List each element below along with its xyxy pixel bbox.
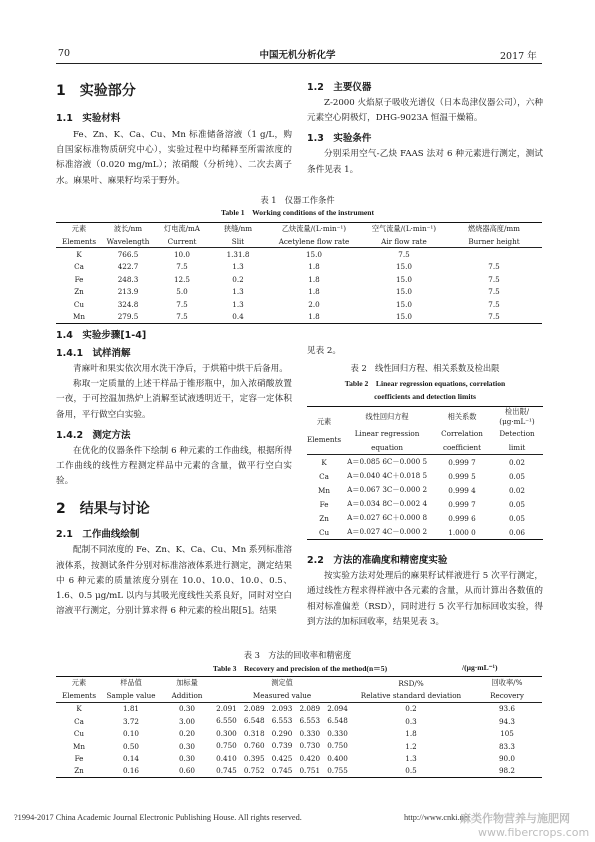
- table1-row: [56, 248, 542, 261]
- table3-unit: /(μg·mL⁻¹): [462, 663, 498, 672]
- table2-header-elements-en: Elements: [307, 435, 342, 445]
- table1-row-cell: 2.0: [308, 299, 320, 309]
- table2-header-detection-label: 检出限/: [505, 407, 529, 417]
- table1-row-cell: 422.7: [117, 262, 139, 272]
- section-1-3-title: 1.3 实验条件: [307, 133, 372, 145]
- table1-row-cell: 7.5: [176, 312, 188, 322]
- table3-row-cell: 0.300 0.318 0.290 0.330 0.330: [216, 728, 348, 738]
- right-column-bottom: [307, 344, 543, 630]
- table1-header-cell: 波长/nm: [113, 224, 143, 233]
- table2-row-cell: 0.999 7: [448, 457, 476, 467]
- watermark-url: www.fibercrops.com: [478, 826, 590, 839]
- table1-row-cell: 7.5: [488, 274, 500, 284]
- table3-row-cell: 83.3: [498, 741, 515, 751]
- table1-header-cn: [56, 223, 542, 236]
- table1-row-cell: Fe: [74, 274, 84, 284]
- table2-header-correlation-en-2: coefficient: [442, 442, 482, 452]
- section-1-4-2-paragraph: 在优化的仪器条件下绘制 6 种元素的工作曲线，根据所得工作曲线的线性方程测定样品中元素的含量，做平行空白实验。: [56, 445, 292, 487]
- section-1-1-text: [56, 128, 292, 189]
- table1-header-cell: Slit: [231, 236, 245, 246]
- table3-row-cell: 0.30: [178, 754, 195, 764]
- section-2-2-title: 2.2 方法的准确度和精密度实验: [307, 555, 448, 567]
- table1-row-cell: 213.9: [117, 287, 139, 297]
- table1-row: [56, 286, 542, 299]
- section-1-1-title: 1.1 实验材料: [56, 113, 121, 124]
- section-1-4-1-text: [56, 362, 292, 423]
- table3-row-cell: 0.3: [405, 716, 417, 726]
- table3-row-cell: 0.30: [178, 704, 195, 714]
- table1-row: [56, 298, 542, 311]
- table3-row: [56, 765, 542, 778]
- table1-header-cell: Burner height: [468, 236, 520, 246]
- table3-row-cell: 3.00: [178, 716, 195, 726]
- table2-header-detection-cn: [491, 407, 543, 427]
- table1-caption-cn: 表 1 仪器工作条件: [260, 195, 335, 205]
- table3-header-cell: 元素: [71, 678, 87, 688]
- table1-row-cell: 1.8: [308, 312, 320, 322]
- table1-row-cell: 5.0: [176, 287, 188, 297]
- table2-caption-en-2: coefficients and detection limits: [374, 392, 476, 402]
- table1-header-cell: Air flow rate: [381, 236, 427, 246]
- table1-header-cell: Current: [167, 236, 197, 246]
- table1-row-cell: 324.8: [117, 299, 139, 309]
- table2-row-cell: 0.05: [508, 513, 525, 523]
- table1-header-cell: 燃烧器高度/mm: [468, 224, 520, 233]
- table1-row: [56, 273, 542, 286]
- section-1-2-title: 1.2 主要仪器: [307, 82, 372, 93]
- right-column-top: [307, 79, 543, 178]
- table2-header-equation-cn: 线性回归方程: [365, 411, 409, 421]
- table3-row-cell: 0.20: [178, 729, 195, 739]
- table2-row-cell: A＝0.034 8C－0.002 4: [347, 499, 428, 509]
- table2-header-detection-unit: (μg·mL⁻¹): [499, 417, 535, 427]
- section-1-title: 1 实验部分: [56, 83, 136, 99]
- table3-row-cell: 1.81: [122, 704, 139, 714]
- table3-header-cell: Recovery: [490, 691, 524, 701]
- table2-row: [307, 455, 543, 470]
- section-2-2-paragraph: 按实验方法对处理后的麻果籽试样液进行 5 次平行测定，通过线性方程求得样液中各元素的含量，从而计算出各数值的相对标准偏差（RSD），同时进行 5 次平行加标回收实验，得到方法的加标回收率，结果见表 3。: [307, 571, 543, 627]
- publication-year: 2017 年: [500, 51, 537, 62]
- section-1-4-2-text: [56, 444, 292, 490]
- section-1-2-text: [307, 96, 543, 126]
- table2-header-detection-en-1: Detection: [499, 428, 535, 438]
- table3-header-cn: [56, 677, 542, 690]
- table3-body: [56, 702, 542, 777]
- table2-header-row-1: [307, 407, 543, 427]
- section-2-1-text: [56, 543, 292, 619]
- table1-row-cell: 7.5: [488, 287, 500, 297]
- table1-header-cell: 灯电流/mA: [164, 224, 200, 233]
- table1-row-cell: 1.3: [232, 262, 244, 272]
- table1-row-cell: 15.0: [305, 249, 322, 259]
- table1-row-cell: 10.0: [173, 249, 190, 259]
- table1-row-cell: 15.0: [395, 312, 412, 322]
- table3-row: [56, 728, 542, 740]
- table2-header-equation-en-1: Linear regression: [354, 428, 420, 438]
- table3-row-cell: 90.0: [498, 754, 515, 764]
- table3-row-cell: 0.10: [122, 729, 139, 739]
- table3-caption-cn: 表 3 方法的回收率和精密度: [243, 650, 352, 660]
- table1-row-cell: 7.5: [176, 299, 188, 309]
- section-1-3-text: [307, 147, 543, 177]
- section-2-1-title: 2.1 工作曲线绘制: [56, 529, 140, 541]
- table3-row-cell: Fe: [74, 754, 84, 764]
- table1-row: [56, 311, 542, 324]
- table3-row-cell: 0.410 0.395 0.425 0.420 0.400: [216, 753, 348, 763]
- section-1-4-1-paragraph-2: 称取一定质量的上述干样品于锥形瓶中，加入浓硝酸放置一夜，于可控温加热炉上消解至试液透明近干，定容一定体积备用，平行做空白实验。: [56, 379, 292, 420]
- table2-row: [307, 469, 543, 483]
- table2-row-cell: 1.000 0: [448, 527, 476, 537]
- table2-header-row-3: [307, 440, 543, 455]
- table1-header-cell: 元素: [71, 224, 87, 233]
- table3-row-cell: 0.50: [122, 741, 139, 751]
- table1-row-cell: 7.5: [398, 249, 410, 259]
- table2-row-cell: A＝0.040 4C＋0.018 5: [347, 471, 428, 481]
- table3-row-cell: Zn: [74, 766, 84, 776]
- table1-header-cell: 乙炔流量/(L·min⁻¹): [281, 224, 347, 233]
- table3-header-cell: Measured value: [252, 691, 312, 701]
- table2-row-cell: Mn: [318, 485, 331, 495]
- table2-row-cell: 0.06: [508, 527, 525, 537]
- table1-row-cell: Zn: [74, 287, 84, 297]
- table3-header-cell: Addition: [171, 691, 203, 701]
- table2-header-detection-en-2: limit: [508, 442, 526, 452]
- table2-row-cell: 0.05: [508, 499, 525, 509]
- table3-row-cell: 1.8: [405, 729, 417, 739]
- table1-row-cell: 7.5: [488, 299, 500, 309]
- table2-header-correlation-cn: 相关系数: [447, 411, 477, 421]
- table2-caption-cn: 表 2 线性回归方程、相关系数及检出限: [350, 363, 500, 374]
- journal-title: 中国无机分析化学: [259, 50, 336, 61]
- table1-body: [56, 248, 542, 324]
- table3-row-cell: 0.60: [178, 766, 195, 776]
- table3-row-cell: 0.14: [122, 754, 139, 764]
- table3-row-cell: 0.16: [122, 766, 139, 776]
- table3-row-cell: 93.6: [498, 704, 515, 714]
- table2-row: [307, 525, 543, 540]
- table2-row: [307, 483, 543, 497]
- table1-header-cell: 空气流量/(L·min⁻¹): [371, 224, 437, 233]
- table1-row-cell: 15.0: [395, 299, 412, 309]
- table3-row-cell: 105: [500, 729, 514, 739]
- table1-header-cell: Acetylene flow rate: [278, 236, 350, 246]
- table2-header-elements: [307, 407, 341, 455]
- table3-header-cell: Relative standard deviation: [360, 691, 462, 701]
- table3-row: [56, 715, 542, 727]
- table1-row-cell: 279.5: [117, 312, 139, 322]
- section-1-4-title: 1.4 实验步骤[1-4]: [56, 330, 147, 341]
- table3-row-cell: 6.550 6.548 6.553 6.553 6.548: [216, 716, 348, 726]
- table3-caption-en: Table 3 Recovery and precision of the method(n＝5): [212, 664, 388, 673]
- table3-row-cell: 1.2: [405, 741, 417, 751]
- table3-header-cell: RSD/%: [398, 678, 424, 688]
- table1-row-cell: 1.8: [308, 274, 320, 284]
- section-2-2-text: [307, 569, 543, 630]
- table3-header-cell: 回收率/%: [491, 678, 523, 688]
- table1-row-cell: 15.0: [395, 287, 412, 297]
- table3: [56, 676, 542, 778]
- table3-row: [56, 702, 542, 715]
- header-rule: [56, 63, 542, 64]
- table2-row: [307, 511, 543, 525]
- table1-header-en: [56, 235, 542, 248]
- table3-row-cell: 94.3: [498, 716, 515, 726]
- table1-row-cell: [446, 248, 542, 261]
- table1-row-cell: 7.5: [488, 262, 500, 272]
- table2-row-cell: K: [321, 457, 327, 467]
- watermark-text: 麻类作物营养与施肥网: [460, 812, 570, 825]
- table3-row: [56, 740, 542, 752]
- table2-body: [307, 455, 543, 540]
- table3-row-cell: 0.2: [405, 704, 417, 714]
- table3-header-cell: Elements: [61, 691, 97, 701]
- table3-row-cell: Ca: [74, 716, 84, 726]
- table2-row-cell: 0.05: [508, 471, 525, 481]
- table2-row-cell: Ca: [319, 471, 329, 481]
- table1-row-cell: 12.5: [173, 274, 190, 284]
- table1-row-cell: 1.3: [232, 299, 244, 309]
- table2-row-cell: 0.999 5: [448, 471, 476, 481]
- left-column-bottom: [56, 327, 292, 619]
- table2-row-cell: A＝0.067 3C－0.000 2: [347, 485, 428, 495]
- table1-row-cell: 248.3: [117, 274, 139, 284]
- table3-row-cell: Cu: [73, 729, 85, 739]
- table2-row-cell: Fe: [319, 499, 329, 509]
- table1-row-cell: 0.4: [232, 312, 244, 322]
- table2-header-equation-en-2: equation: [371, 442, 403, 452]
- table1-row-cell: 7.5: [488, 312, 500, 322]
- table2-row: [307, 497, 543, 511]
- section-1-3-paragraph: 分别采用空气-乙炔 FAAS 法对 6 种元素进行测定，测试条件见表 1。: [307, 149, 543, 175]
- table3-row-cell: 0.30: [178, 741, 195, 751]
- cnki-link[interactable]: http://www.cnki.net: [404, 813, 470, 822]
- table1-row-cell: 1.8: [308, 262, 320, 272]
- table2-header-row-2: [307, 426, 543, 440]
- table2-header-correlation-en-1: Correlation: [441, 428, 483, 438]
- table3-row-cell: 1.3: [405, 754, 417, 764]
- section-1-4-1-title: 1.4.1 试样消解: [56, 348, 131, 359]
- table2-header-elements-cn: 元素: [316, 417, 332, 427]
- table1-row-cell: Cu: [73, 299, 85, 309]
- table3-row-cell: 0.5: [405, 766, 417, 776]
- table1-row-cell: 1.31.8: [226, 249, 250, 259]
- table3-row-cell: K: [76, 704, 82, 714]
- table2-row-cell: 0.999 4: [448, 485, 476, 495]
- section-1-4-2-title: 1.4.2 测定方法: [56, 429, 131, 441]
- table2: [307, 406, 543, 540]
- copyright-notice: ?1994-2017 China Academic Journal Electronic Publishing House. All rights reserved.: [14, 813, 302, 822]
- table3-row-cell: 0.745 0.752 0.745 0.751 0.755: [216, 765, 348, 775]
- table1-header-cell: Wavelength: [106, 236, 150, 246]
- table3-header-cell: 样品值: [120, 678, 142, 688]
- table1-header-cell: Elements: [61, 236, 97, 246]
- table2-row-cell: 0.02: [508, 485, 525, 495]
- table3-row-cell: 2.091 2.089 2.093 2.089 2.094: [216, 703, 348, 713]
- table1-row-cell: K: [76, 249, 82, 259]
- table1-row-cell: Mn: [73, 312, 85, 322]
- table2-row-cell: A＝0.027 6C＋0.000 8: [347, 513, 428, 523]
- section-2-1-paragraph: 配制不同浓度的 Fe、Zn、K、Ca、Cu、Mn 系列标准溶液体系，按测试条件分别对标准溶液体系进行测定，测定结果中 6 种元素的质量浓度分别在 10.0、10.0、10.0、0.5、1.6、0.5 μg/mL 以内与其吸光度线性关系良好，同时对空白溶液平行测定，分别计算求得 6 种元素的检出限[5]。结果: [56, 545, 292, 617]
- table3-header-cell: Sample value: [106, 691, 156, 701]
- table2-row-cell: 0.999 7: [448, 499, 476, 509]
- table2-row-cell: A＝0.027 4C－0.000 2: [347, 527, 428, 537]
- table1-row: [56, 261, 542, 274]
- table2-row-cell: 0.02: [508, 457, 525, 467]
- table1-caption-en: Table 1 Working conditions of the instrument: [220, 208, 375, 217]
- table3-row-cell: 98.2: [498, 766, 515, 776]
- table2-caption-en-1: Table 2 Linear regression equations, correlation: [344, 379, 506, 389]
- table2-row-cell: Zn: [319, 513, 329, 523]
- table1-row-cell: Ca: [74, 262, 84, 272]
- table1: [56, 222, 542, 324]
- left-column-top: [56, 80, 292, 189]
- table1-row-cell: 766.5: [117, 249, 139, 259]
- table3-row: [56, 752, 542, 764]
- section-1-1-paragraph: Fe、Zn、K、Ca、Cu、Mn 标准储备溶液（1 g/L，购自国家标准物质研究中心），实验过程中均稀释至所需浓度的标准溶液（0.020 mg/mL）；浓硝酸（分析纯）、二次去离子水。麻果叶、麻果籽均采于野外。: [56, 130, 292, 186]
- section-1-4-1-paragraph-1: 青麻叶和果实依次用水洗干净后，于烘箱中烘干后备用。: [73, 364, 288, 374]
- table3-row-cell: 0.750 0.760 0.739 0.730 0.750: [216, 741, 348, 751]
- table1-row-cell: 1.8: [308, 287, 320, 297]
- table2-row-cell: 0.999 6: [448, 513, 476, 523]
- section-1-2-paragraph: Z-2000 火焰原子吸收光谱仪（日本岛津仪器公司），六种元素空心阴极灯，DHG-9023A 恒温干燥箱。: [307, 98, 543, 124]
- table3-header-en: [56, 689, 542, 702]
- table1-row-cell: 1.3: [232, 287, 244, 297]
- table1-row-cell: 15.0: [395, 262, 412, 272]
- table3-row-cell: 3.72: [122, 716, 139, 726]
- table1-header-cell: 狭缝/nm: [223, 224, 253, 233]
- table3-header-cell: 测定值: [271, 678, 293, 688]
- table1-row-cell: 7.5: [176, 262, 188, 272]
- table3-header-cell: 加标量: [176, 678, 198, 688]
- table1-row-cell: 15.0: [395, 274, 412, 284]
- table2-row-cell: A＝0.085 6C－0.000 5: [347, 457, 428, 467]
- page-number: 70: [58, 48, 71, 59]
- table1-row-cell: 0.2: [232, 274, 244, 284]
- section-2-1-continuation: 见表 2。: [307, 346, 341, 356]
- table2-row-cell: Cu: [318, 527, 330, 537]
- section-2-title: 2 结果与讨论: [56, 501, 150, 518]
- table3-row-cell: Mn: [73, 741, 85, 751]
